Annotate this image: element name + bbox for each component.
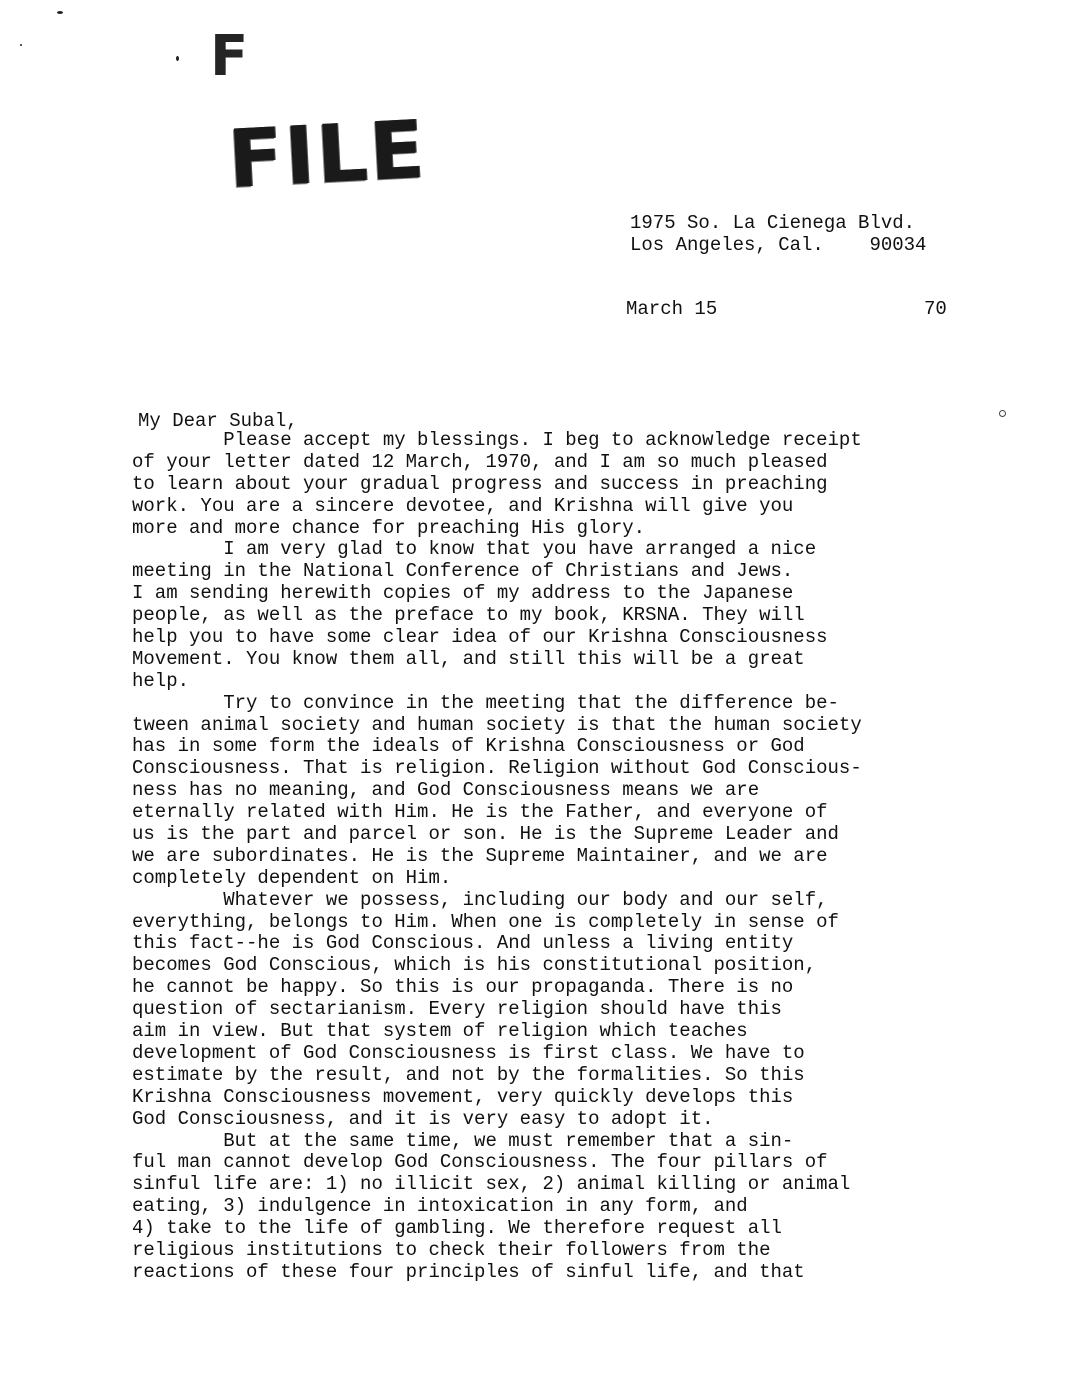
- letter-line: I am very glad to know that you have arranged a nice: [132, 539, 817, 561]
- address-line-1: 1975 So. La Cienega Blvd.: [630, 212, 916, 234]
- letter-line: has in some form the ideals of Krishna Consciousness or God: [132, 736, 805, 758]
- letter-line: us is the part and parcel or son. He is the Supreme Leader and: [132, 824, 839, 846]
- letter-line: of your letter dated 12 March, 1970, and I am so much pleased: [132, 451, 828, 473]
- salutation: My Dear Subal,: [138, 410, 298, 432]
- ink-speck: [57, 11, 63, 14]
- letter-line: estimate by the result, and not by the formalities. So this: [132, 1064, 805, 1086]
- letter-line: ful man cannot develop God Consciousness. The four pillars of: [132, 1152, 828, 1174]
- date-month-day: March 15: [626, 298, 718, 320]
- letter-line: I am sending herewith copies of my address to the Japanese: [132, 583, 794, 605]
- ink-speck: [20, 44, 22, 46]
- ink-speck: [176, 56, 179, 61]
- letter-line: But at the same time, we must remember that a sin-: [132, 1130, 794, 1152]
- letter-line: work. You are a sincere devotee, and Krishna will give you: [132, 495, 794, 517]
- letter-line: help.: [132, 670, 190, 692]
- letter-line: to learn about your gradual progress and success in preaching: [132, 473, 828, 495]
- file-stamp: FILE: [225, 102, 429, 207]
- letter-line: ness has no meaning, and God Consciousness means we are: [132, 780, 760, 802]
- letter-line: Try to convince in the meeting that the difference be-: [132, 692, 839, 714]
- letter-body: [132, 430, 1002, 1284]
- letter-line: becomes God Conscious, which is his constitutional position,: [132, 955, 817, 977]
- letter-line: reactions of these four principles of sinful life, and that: [132, 1261, 805, 1283]
- letter-line: this fact--he is God Conscious. And unless a living entity: [132, 933, 794, 955]
- letter-line: we are subordinates. He is the Supreme Maintainer, and we are: [132, 845, 828, 867]
- letter-date: [626, 298, 956, 320]
- letter-line: Krishna Consciousness movement, very quickly develops this: [132, 1086, 794, 1108]
- date-year: 70: [924, 298, 947, 320]
- letter-line: meeting in the National Conference of Christians and Jews.: [132, 561, 794, 583]
- letter-line: Movement. You know them all, and still this will be a great: [132, 648, 805, 670]
- letter-line: he cannot be happy. So this is our propaganda. There is no: [132, 977, 794, 999]
- letter-line: religious institutions to check their followers from the: [132, 1239, 771, 1261]
- letter-line: Please accept my blessings. I beg to acknowledge receipt: [132, 430, 862, 451]
- letter-line: completely dependent on Him.: [132, 867, 452, 889]
- letter-line: God Consciousness, and it is very easy to adopt it.: [132, 1108, 714, 1130]
- letter-line: question of sectarianism. Every religion should have this: [132, 999, 782, 1021]
- letter-line: eating, 3) indulgence in intoxication in any form, and: [132, 1196, 748, 1218]
- letter-line: Consciousness. That is religion. Religion without God Conscious-: [132, 758, 862, 780]
- return-address: [630, 212, 926, 256]
- letter-line: sinful life are: 1) no illicit sex, 2) animal killing or animal: [132, 1174, 851, 1196]
- letter-line: everything, belongs to Him. When one is completely in sense of: [132, 911, 839, 933]
- letter-line: Whatever we possess, including our body and our self,: [132, 889, 828, 911]
- stamp-top-mark: F: [210, 24, 251, 89]
- letter-line: development of God Consciousness is first class. We have to: [132, 1042, 805, 1064]
- letter-line: people, as well as the preface to my book, KRSNA. They will: [132, 605, 805, 627]
- address-line-2: Los Angeles, Cal. 90034: [630, 234, 927, 256]
- letter-line: tween animal society and human society is that the human society: [132, 714, 862, 736]
- letter-line: 4) take to the life of gambling. We therefore request all: [132, 1218, 782, 1240]
- letter-line: more and more chance for preaching His glory.: [132, 517, 646, 539]
- letter-line: eternally related with Him. He is the Father, and everyone of: [132, 802, 828, 824]
- punch-mark: [999, 410, 1006, 417]
- letter-line: help you to have some clear idea of our Krishna Consciousness: [132, 627, 828, 649]
- letter-line: aim in view. But that system of religion which teaches: [132, 1021, 748, 1043]
